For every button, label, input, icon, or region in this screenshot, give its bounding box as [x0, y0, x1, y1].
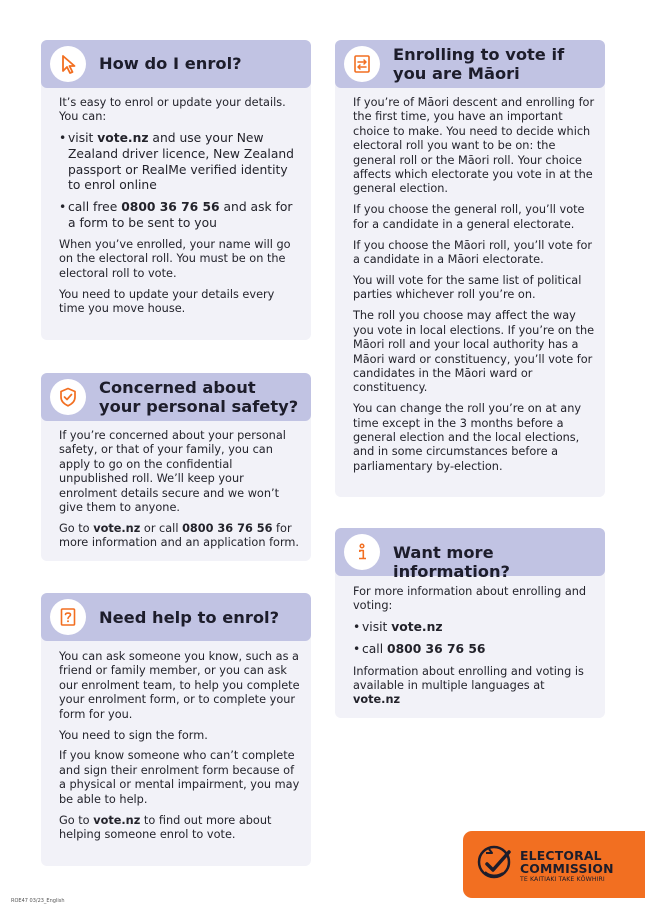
maori-para2: If you choose the general roll, you’ll vote for a candidate in a general electorate. — [353, 203, 585, 231]
maori-title: Enrolling to vote if you are Māori — [393, 45, 565, 83]
logo-text-maori: TE KAITIAKI TAKE KŌWHIRI — [520, 876, 605, 883]
phone-number: 0800 36 76 56 — [121, 200, 220, 215]
maori-body — [353, 96, 595, 481]
help-para1: You can ask someone you know, such as a friend or family member, or you can ask our enrolment team, to help you complete your enrolment form, or to complete your form for you. — [59, 650, 300, 721]
safety-card-header — [41, 373, 311, 421]
vote-nz-link[interactable]: vote.nz — [93, 521, 141, 535]
enrol-body — [59, 96, 301, 323]
vote-nz-link[interactable]: vote.nz — [391, 620, 443, 635]
help-para4-post: to find out more about helping someone enrol to vote. — [59, 813, 272, 841]
help-body — [59, 650, 301, 849]
maori-para4: You will vote for the same list of political parties whichever roll you’re on. — [353, 273, 582, 302]
vote-nz-link[interactable]: vote.nz — [353, 693, 401, 707]
info-option-phone — [353, 642, 595, 658]
logo-text-commission: COMMISSION — [520, 861, 614, 876]
question-form-icon — [50, 599, 86, 635]
maori-para6: You can change the roll you’re on at any time except in the 3 months before a general election and the local elections, and in some circumstances before a parliamentary by-election. — [353, 402, 582, 473]
enrol-option-phone — [59, 200, 301, 231]
roll-switch-icon — [344, 46, 380, 82]
phone-number: 0800 36 76 56 — [387, 642, 486, 657]
enrol-option-online-post: and use your New Zealand driver licence, New Zealand passport or RealMe verified identity to enrol online — [68, 131, 294, 193]
info-option-web — [353, 620, 595, 636]
info-para2 — [353, 665, 595, 708]
info-card — [335, 528, 605, 718]
enrol-update-info: You need to update your details every time you move house. — [59, 287, 275, 315]
enrol-card — [41, 40, 311, 340]
safety-contact — [59, 522, 303, 551]
enrol-title: How do I enrol? — [99, 54, 242, 73]
electoral-commission-logo — [463, 831, 645, 898]
cursor-icon — [50, 46, 86, 82]
info-list — [353, 620, 595, 658]
help-title: Need help to enrol? — [99, 608, 280, 627]
enrol-roll-info: When you’ve enrolled, your name will go on the electoral roll. You must be on the electoral roll to vote. — [59, 237, 291, 280]
help-para4-pre: Go to — [59, 813, 94, 827]
info-option-phone-pre: call — [362, 642, 388, 657]
enrol-card-header — [41, 40, 311, 88]
document-code: ROE47 03/23_English — [11, 898, 65, 904]
logo-text-electoral: ELECTORAL — [520, 848, 602, 863]
ballot-tick-icon — [477, 843, 515, 889]
shield-check-icon — [50, 379, 86, 415]
phone-number: 0800 36 76 56 — [182, 521, 273, 535]
safety-title: Concerned about your personal safety? — [99, 378, 299, 416]
safety-contact-mid: or call — [140, 521, 183, 535]
enrol-option-phone-pre: call free — [68, 200, 122, 215]
info-option-web-pre: visit — [362, 620, 392, 635]
help-para2: You need to sign the form. — [59, 728, 208, 742]
maori-para3: If you choose the Māori roll, you’ll vote for a candidate in a Māori electorate. — [353, 238, 593, 267]
maori-card-header — [335, 40, 605, 88]
maori-card — [335, 40, 605, 497]
info-body — [353, 585, 595, 714]
enrol-option-online-pre: visit — [68, 131, 98, 146]
vote-nz-link[interactable]: vote.nz — [93, 813, 141, 827]
maori-para5: The roll you choose may affect the way you vote in local elections. If you’re on the Māori roll and your local authority has a Māori ward or constituency, you’ll vote for candidates in the Māori ward or constituency. — [353, 309, 595, 395]
safety-contact-pre: Go to — [59, 521, 94, 535]
safety-contact-post: for more information and an application form. — [59, 521, 299, 550]
info-title: Want more information? — [393, 543, 511, 581]
help-card — [41, 593, 311, 866]
help-card-header — [41, 593, 311, 641]
vote-nz-link[interactable]: vote.nz — [97, 131, 149, 146]
enrol-options-list — [59, 131, 301, 231]
safety-para: If you’re concerned about your personal safety, or that of your family, you can apply to go on the confidential unpublished roll. We’ll keep your enrolment details secure and we won’t give them to anyone. — [59, 429, 286, 515]
info-para2-pre: Information about enrolling and voting is available in multiple languages at — [353, 664, 584, 692]
info-icon — [344, 534, 380, 570]
enrol-intro: It’s easy to enrol or update your details. You can: — [59, 96, 286, 124]
safety-card — [41, 373, 311, 561]
maori-para1: If you’re of Māori descent and enrolling for the first time, you have an important choice to make. You need to decide which electoral roll you want to be on: the general roll or the Māori roll. Your choice affects which electorate you vote in at the general election. — [353, 96, 595, 196]
enrol-option-online — [59, 131, 301, 193]
info-card-header — [335, 528, 605, 581]
info-para1: For more information about enrolling and voting: — [353, 585, 587, 613]
enrol-option-phone-post: and ask for a form to be sent to you — [68, 200, 293, 230]
help-para4 — [59, 814, 301, 843]
safety-body — [59, 429, 303, 557]
help-para3: If you know someone who can’t complete and sign their enrolment form because of a physical or mental impairment, you may be able to help. — [59, 749, 300, 806]
